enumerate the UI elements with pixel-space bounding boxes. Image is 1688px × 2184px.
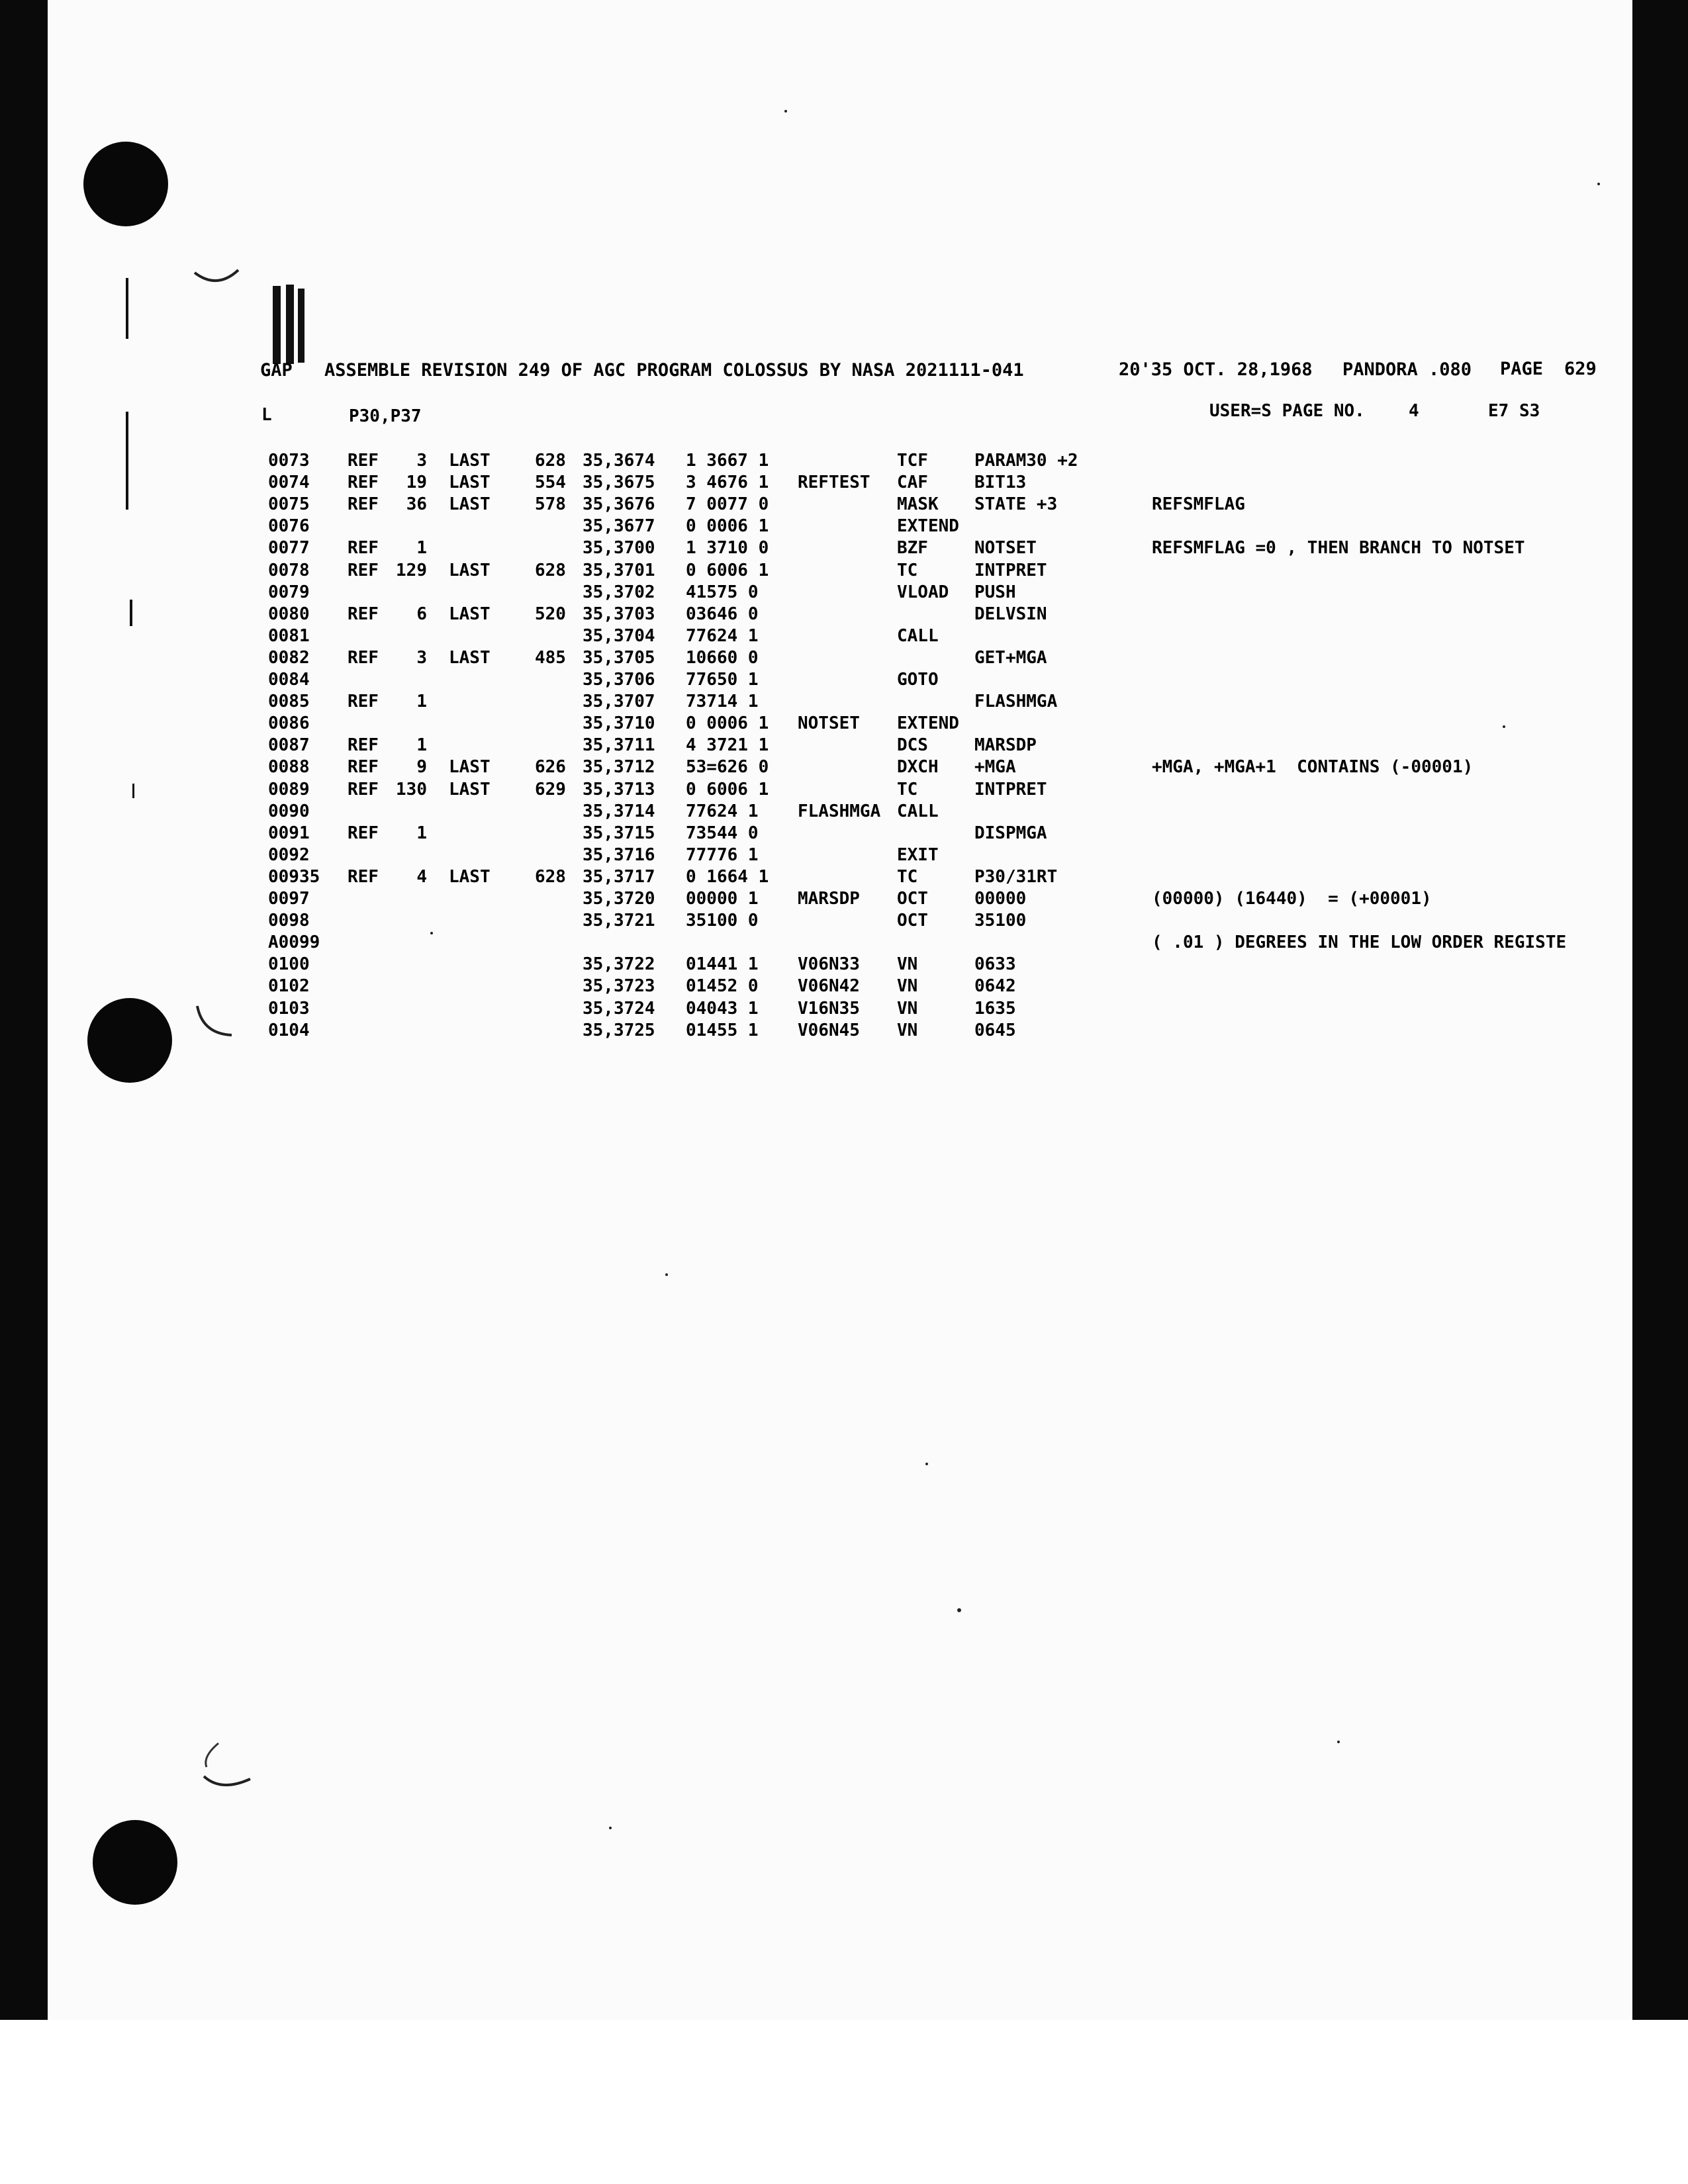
line-number: 0082 — [268, 648, 310, 668]
address: 35,3720 — [583, 889, 655, 909]
octal-value: 0 0006 1 — [686, 713, 769, 733]
punch-hole-top — [83, 142, 168, 226]
operand: P30/31RT — [974, 867, 1058, 887]
ref-count: 3 — [416, 648, 427, 668]
speck — [957, 1608, 961, 1612]
staple-bar-3 — [298, 289, 305, 363]
operand: NOTSET — [974, 538, 1037, 558]
header-left-tag: GAP — [260, 360, 293, 381]
octal-value: 01455 1 — [686, 1021, 759, 1040]
header-page-label: PAGE — [1500, 359, 1544, 379]
address: 35,3723 — [583, 976, 655, 996]
last-page: 628 — [535, 451, 566, 471]
header-datetime: 20'35 OCT. 28,1968 — [1119, 359, 1313, 380]
octal-value: 35100 0 — [686, 911, 759, 931]
label: V06N45 — [798, 1021, 860, 1040]
operand: 35100 — [974, 911, 1027, 931]
address: 35,3704 — [583, 626, 655, 646]
octal-value: 00000 1 — [686, 889, 759, 909]
ref-count: 1 — [416, 692, 427, 711]
octal-value: 77624 1 — [686, 801, 759, 821]
line-number: 0073 — [268, 451, 310, 471]
address: 35,3717 — [583, 867, 655, 887]
operand: INTPRET — [974, 780, 1047, 799]
octal-value: 41575 0 — [686, 582, 759, 602]
line-number: 0084 — [268, 670, 310, 690]
line-number: 0091 — [268, 823, 310, 843]
ref-count: 9 — [416, 757, 427, 777]
operand: MARSDP — [974, 735, 1037, 755]
line-number: 0090 — [268, 801, 310, 821]
opcode: VN — [897, 954, 918, 974]
opcode: CALL — [897, 801, 939, 821]
line-number: 0078 — [268, 561, 310, 580]
listing-code: E7 S3 — [1488, 401, 1540, 421]
arc-mark-middle — [193, 1002, 240, 1042]
speck — [1337, 1741, 1340, 1743]
line-number: 0092 — [268, 845, 310, 865]
address: 35,3707 — [583, 692, 655, 711]
line-number: 0103 — [268, 999, 310, 1019]
label: NOTSET — [798, 713, 860, 733]
line-number: 0098 — [268, 911, 310, 931]
last-keyword: LAST — [449, 757, 491, 777]
address: 35,3675 — [583, 473, 655, 492]
octal-value: 4 3721 1 — [686, 735, 769, 755]
opcode: OCT — [897, 889, 928, 909]
ref-keyword: REF — [348, 692, 379, 711]
last-keyword: LAST — [449, 451, 491, 471]
operand: PARAM30 +2 — [974, 451, 1078, 471]
line-number: 0076 — [268, 516, 310, 536]
operand: GET+MGA — [974, 648, 1047, 668]
address: 35,3722 — [583, 954, 655, 974]
line-number: 0074 — [268, 473, 310, 492]
operand: 0645 — [974, 1021, 1016, 1040]
last-page: 578 — [535, 494, 566, 514]
speck — [1503, 725, 1505, 728]
last-keyword: LAST — [449, 604, 491, 624]
octal-value: 7 0077 0 — [686, 494, 769, 514]
last-page: 629 — [535, 780, 566, 799]
line-number: 0086 — [268, 713, 310, 733]
staple-bar-2 — [286, 285, 294, 364]
octal-value: 53=626 0 — [686, 757, 769, 777]
ref-keyword: REF — [348, 823, 379, 843]
comment: REFSMFLAG — [1152, 494, 1245, 514]
section-title: P30,P37 — [349, 406, 422, 426]
line-number: 0102 — [268, 976, 310, 996]
opcode: TC — [897, 780, 918, 799]
address: 35,3702 — [583, 582, 655, 602]
address: 35,3711 — [583, 735, 655, 755]
octal-value: 0 6006 1 — [686, 780, 769, 799]
label: V06N33 — [798, 954, 860, 974]
opcode: TC — [897, 867, 918, 887]
header-page-number: 629 — [1564, 359, 1597, 379]
address: 35,3676 — [583, 494, 655, 514]
margin-line-2 — [126, 412, 128, 510]
operand: 0633 — [974, 954, 1016, 974]
ref-keyword: REF — [348, 867, 379, 887]
punch-hole-middle — [87, 998, 172, 1083]
address: 35,3705 — [583, 648, 655, 668]
opcode: VN — [897, 999, 918, 1019]
opcode: DCS — [897, 735, 928, 755]
line-number: A0099 — [268, 933, 320, 952]
operand: BIT13 — [974, 473, 1027, 492]
last-page: 485 — [535, 648, 566, 668]
octal-value: 0 0006 1 — [686, 516, 769, 536]
line-number: 0100 — [268, 954, 310, 974]
opcode: TCF — [897, 451, 928, 471]
ref-count: 129 — [396, 561, 427, 580]
last-page: 520 — [535, 604, 566, 624]
octal-value: 3 4676 1 — [686, 473, 769, 492]
octal-value: 73714 1 — [686, 692, 759, 711]
opcode: EXTEND — [897, 516, 959, 536]
last-keyword: LAST — [449, 494, 491, 514]
speck — [430, 932, 433, 934]
label: V06N42 — [798, 976, 860, 996]
last-page: 628 — [535, 561, 566, 580]
opcode: VN — [897, 1021, 918, 1040]
octal-value: 01452 0 — [686, 976, 759, 996]
ref-count: 19 — [406, 473, 427, 492]
header-tag: PANDORA .080 — [1342, 359, 1472, 380]
operand: STATE +3 — [974, 494, 1058, 514]
octal-value: 0 6006 1 — [686, 561, 769, 580]
line-number: 0075 — [268, 494, 310, 514]
ref-keyword: REF — [348, 494, 379, 514]
last-keyword: LAST — [449, 867, 491, 887]
line-number: 0081 — [268, 626, 310, 646]
ref-count: 6 — [416, 604, 427, 624]
address: 35,3712 — [583, 757, 655, 777]
ref-count: 3 — [416, 451, 427, 471]
opcode: EXTEND — [897, 713, 959, 733]
address: 35,3701 — [583, 561, 655, 580]
ref-count: 4 — [416, 867, 427, 887]
line-number: 00935 — [268, 867, 320, 887]
staple-bar-1 — [273, 286, 281, 364]
label: MARSDP — [798, 889, 860, 909]
operand: DELVSIN — [974, 604, 1047, 624]
header-title: ASSEMBLE REVISION 249 OF AGC PROGRAM COLOSSUS BY NASA 2021111-041 — [324, 360, 1024, 381]
operand: 1635 — [974, 999, 1016, 1019]
margin-line-3 — [130, 600, 132, 626]
comment: +MGA, +MGA+1 CONTAINS (-00001) — [1152, 757, 1474, 777]
left-black-border — [0, 0, 48, 2020]
octal-value: 03646 0 — [686, 604, 759, 624]
comment: (00000) (16440) = (+00001) — [1152, 889, 1432, 909]
octal-value: 1 3710 0 — [686, 538, 769, 558]
line-number: 0088 — [268, 757, 310, 777]
ref-keyword: REF — [348, 451, 379, 471]
address: 35,3721 — [583, 911, 655, 931]
opcode: DXCH — [897, 757, 939, 777]
line-number: 0077 — [268, 538, 310, 558]
opcode: GOTO — [897, 670, 939, 690]
opcode: MASK — [897, 494, 939, 514]
address: 35,3706 — [583, 670, 655, 690]
address: 35,3714 — [583, 801, 655, 821]
operand: +MGA — [974, 757, 1016, 777]
ref-keyword: REF — [348, 604, 379, 624]
operand: 00000 — [974, 889, 1027, 909]
octal-value: 77650 1 — [686, 670, 759, 690]
operand: PUSH — [974, 582, 1016, 602]
speck — [784, 110, 787, 113]
last-page: 626 — [535, 757, 566, 777]
opcode: CALL — [897, 626, 939, 646]
operand: FLASHMGA — [974, 692, 1058, 711]
subheader-left: L — [261, 405, 272, 425]
octal-value: 73544 0 — [686, 823, 759, 843]
last-page: 628 — [535, 867, 566, 887]
ref-keyword: REF — [348, 538, 379, 558]
right-black-border — [1632, 0, 1688, 2020]
octal-value: 04043 1 — [686, 999, 759, 1019]
ref-keyword: REF — [348, 735, 379, 755]
address: 35,3703 — [583, 604, 655, 624]
ref-keyword: REF — [348, 780, 379, 799]
margin-line-4 — [132, 784, 134, 798]
line-number: 0104 — [268, 1021, 310, 1040]
opcode: BZF — [897, 538, 928, 558]
last-page: 554 — [535, 473, 566, 492]
comment: REFSMFLAG =0 , THEN BRANCH TO NOTSET — [1152, 538, 1525, 558]
label: V16N35 — [798, 999, 860, 1019]
ref-count: 1 — [416, 538, 427, 558]
speck — [925, 1463, 928, 1465]
address: 35,3700 — [583, 538, 655, 558]
line-number: 0080 — [268, 604, 310, 624]
label: REFTEST — [798, 473, 870, 492]
line-number: 0079 — [268, 582, 310, 602]
line-number: 0097 — [268, 889, 310, 909]
octal-value: 0 1664 1 — [686, 867, 769, 887]
ref-keyword: REF — [348, 648, 379, 668]
ref-count: 1 — [416, 823, 427, 843]
opcode: EXIT — [897, 845, 939, 865]
line-number: 0089 — [268, 780, 310, 799]
address: 35,3715 — [583, 823, 655, 843]
comment: ( .01 ) DEGREES IN THE LOW ORDER REGISTE — [1152, 933, 1567, 952]
address: 35,3713 — [583, 780, 655, 799]
speck — [665, 1273, 668, 1276]
address: 35,3674 — [583, 451, 655, 471]
address: 35,3716 — [583, 845, 655, 865]
arc-mark-top — [192, 258, 245, 291]
octal-value: 1 3667 1 — [686, 451, 769, 471]
last-keyword: LAST — [449, 648, 491, 668]
opcode: TC — [897, 561, 918, 580]
punch-hole-bottom — [93, 1820, 177, 1905]
operand: 0642 — [974, 976, 1016, 996]
octal-value: 01441 1 — [686, 954, 759, 974]
ref-count: 1 — [416, 735, 427, 755]
address: 35,3710 — [583, 713, 655, 733]
line-number: 0087 — [268, 735, 310, 755]
opcode: VLOAD — [897, 582, 949, 602]
last-keyword: LAST — [449, 561, 491, 580]
line-number: 0085 — [268, 692, 310, 711]
octal-value: 77776 1 — [686, 845, 759, 865]
last-keyword: LAST — [449, 473, 491, 492]
opcode: OCT — [897, 911, 928, 931]
operand: DISPMGA — [974, 823, 1047, 843]
label: FLASHMGA — [798, 801, 881, 821]
operand: INTPRET — [974, 561, 1047, 580]
last-keyword: LAST — [449, 780, 491, 799]
ref-count: 130 — [396, 780, 427, 799]
octal-value: 77624 1 — [686, 626, 759, 646]
arc-mark-bottom — [199, 1738, 258, 1797]
speck — [609, 1827, 612, 1829]
address: 35,3724 — [583, 999, 655, 1019]
opcode: VN — [897, 976, 918, 996]
ref-count: 36 — [406, 494, 427, 514]
margin-line-1 — [126, 278, 128, 339]
octal-value: 10660 0 — [686, 648, 759, 668]
speck — [1597, 183, 1600, 185]
opcode: CAF — [897, 473, 928, 492]
ref-keyword: REF — [348, 757, 379, 777]
address: 35,3677 — [583, 516, 655, 536]
address: 35,3725 — [583, 1021, 655, 1040]
user-page-number: 4 — [1409, 401, 1419, 421]
user-page-label: USER=S PAGE NO. — [1209, 401, 1365, 421]
ref-keyword: REF — [348, 473, 379, 492]
ref-keyword: REF — [348, 561, 379, 580]
